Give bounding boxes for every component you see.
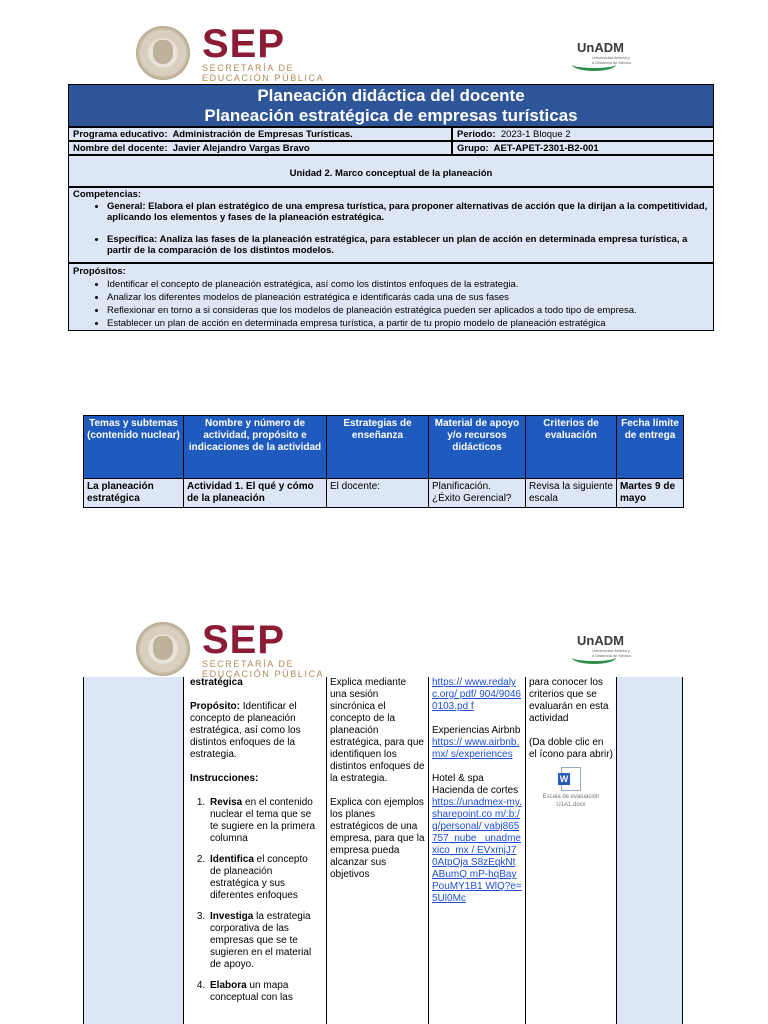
cell-criterios: Revisa la siguiente escala	[526, 479, 617, 508]
docente-label: Nombre del docente:	[73, 143, 168, 154]
table-header-row	[84, 416, 684, 479]
unadm-logo-text: UnADM	[577, 633, 624, 648]
propositos-label: Propósitos:	[73, 266, 126, 277]
proposito-item: • Analizar los diferentes modelos de planeación estratégica e identificarás cada una de sus fases	[107, 291, 709, 304]
activity-heading-cont: estratégica	[190, 677, 243, 688]
criteria-text-1: para conocer los criterios que se evaluarán en esta actividad	[529, 677, 609, 724]
criteria-text-2: (Da doble clic en el ícono para abrir)	[529, 737, 613, 760]
proposito-item: • Reflexionar en torno a si consideras que los modelos de planeación estratégica pueden ser aplicados a todo tipo de empresa.	[107, 304, 709, 317]
unadm-logo-subtitle-2: a Distancia de México	[592, 60, 632, 65]
cell-actividad: Actividad 1. El qué y cómo de la planeación	[184, 479, 327, 508]
instrucciones-label: Instrucciones:	[190, 773, 259, 784]
sep-logo-subtitle-2: EDUCACIÓN PÚBLICA	[202, 669, 325, 679]
unit-title	[68, 155, 714, 187]
grupo-cell	[452, 141, 714, 155]
mexico-coat-of-arms-logo	[136, 26, 190, 80]
col-material	[428, 677, 525, 1024]
activity-table	[83, 415, 684, 508]
sep-logo-text: SEP	[202, 618, 286, 662]
cell-tema: La planeación estratégica	[84, 479, 184, 508]
header-fecha: Fecha límite de entrega	[617, 416, 684, 479]
propositos-box	[68, 263, 714, 331]
competencia-especifica: • Específica: Analiza las fases de la planeación estratégica, para establecer un plan de acción en determinada empresa turística, a partir de la comparación de los distintos modelos.	[107, 234, 709, 257]
header-criterios: Criterios de evaluación	[526, 416, 617, 479]
embedded-file-caption[interactable]: Escala de evaluación U1A1.docx	[542, 794, 600, 808]
programa-value: Administración de Empresas Turísticas.	[172, 129, 353, 140]
resource-label-hotel: Hotel & spa Hacienda de cortes	[432, 773, 519, 796]
activity-proposito: Propósito: Identificar el concepto de planeación estratégica, así como los distintos enfoques de la estrategia.	[190, 701, 301, 760]
instructions-list	[190, 797, 320, 1004]
unadm-logo-subtitle-1: Universidad Abierta y	[592, 648, 630, 653]
unit-title-text: Unidad 2. Marco conceptual de la planeación	[289, 168, 493, 179]
col-actividad	[183, 677, 326, 1024]
grupo-label: Grupo:	[457, 143, 489, 154]
sep-logo-text: SEP	[202, 22, 286, 66]
header-material: Material de apoyo y/o recursos didácticos	[429, 416, 526, 479]
unadm-swoosh-icon	[572, 58, 616, 71]
competencias-box	[68, 187, 714, 263]
col-fecha	[616, 677, 682, 1024]
word-document-icon[interactable]: W	[561, 767, 581, 791]
grupo-value: AET-APET-2301-B2-001	[493, 143, 599, 154]
table-row	[84, 479, 684, 508]
instruction-step: 4. Elabora un mapa conceptual con las	[208, 980, 320, 1004]
col-temas	[83, 677, 183, 1024]
strategy-text-2: Explica con ejemplos los planes estratégicos de una empresa, para que la empresa pueda alcanzar sus objetivos	[330, 797, 425, 880]
instruction-step: 1. Revisa en el contenido nuclear el tema que se te sugiere en la primera columna	[208, 797, 320, 845]
resource-label-airbnb: Experiencias Airbnb	[432, 725, 521, 736]
docente-cell	[68, 141, 452, 155]
continuation-table	[83, 677, 683, 1024]
unadm-swoosh-icon	[572, 651, 616, 664]
cell-fecha: Martes 9 de mayo	[617, 479, 684, 508]
periodo-value: 2023-1 Bloque 2	[500, 129, 571, 140]
title-line-1: Planeación didáctica del docente	[257, 86, 525, 105]
unadm-logo-subtitle-2: a Distancia de México	[592, 653, 632, 658]
resource-link-airbnb[interactable]: https:// www.airbnb.mx/ s/experiences	[432, 737, 520, 760]
competencia-general: • General: Elabora el plan estratégico de una empresa turística, para proponer alternativas de acción que la dirijan a la competitividad, aplicando los elementos y fases de la planeación estratégica.	[107, 201, 709, 224]
title-line-2: Planeación estratégica de empresas turísticas	[204, 106, 578, 125]
instruction-step: 3. Investiga la estrategia corporativa de las empresas que se te sugieren en el material de apoyo.	[208, 911, 320, 971]
unadm-logo-text: UnADM	[577, 40, 624, 55]
cell-estrategia: El docente:	[327, 479, 429, 508]
col-criterios	[525, 677, 616, 1024]
proposito-item: • Establecer un plan de acción en determinada empresa turística, a partir de tu propio modelo de planeación estratégica	[107, 317, 709, 330]
periodo-label: Periodo:	[457, 129, 496, 140]
programa-label: Programa educativo:	[73, 129, 168, 140]
proposito-item: • Identificar el concepto de planeación estratégica, así como los distintos enfoques de la estrategia.	[107, 278, 709, 291]
strategy-text-1: Explica mediante una sesión sincrónica el concepto de la planeación estratégica, para que identifiquen los distintos enfoques de la estrategia.	[330, 677, 425, 784]
mexico-coat-of-arms-logo	[136, 622, 190, 676]
header-actividad: Nombre y número de actividad, propósito e indicaciones de la actividad	[184, 416, 327, 479]
instruction-step: 2. Identifica el concepto de planeación estratégica y sus diferentes enfoques	[208, 854, 320, 902]
header-temas: Temas y subtemas (contenido nuclear)	[84, 416, 184, 479]
periodo-cell	[452, 127, 714, 141]
header-estrategias: Estrategias de enseñanza	[327, 416, 429, 479]
unadm-logo-subtitle-1: Universidad Abierta y	[592, 55, 630, 60]
sep-logo-subtitle-2: EDUCACIÓN PÚBLICA	[202, 73, 325, 83]
sep-logo-subtitle-1: SECRETARÍA DE	[202, 63, 295, 73]
programa-cell	[68, 127, 452, 141]
competencias-label: Competencias:	[73, 189, 142, 200]
sep-logo-subtitle-1: SECRETARÍA DE	[202, 659, 295, 669]
cell-material: Planificación. ¿Éxito Gerencial?	[429, 479, 526, 508]
resource-link-sharepoint[interactable]: https://unadmex-my.sharepoint.co m/:b:/g/personal/ vabj865757_nube _unadmexico_mx / EVxmjJ70AtpOja S8zEqkNtABumQ mP-hqBayPouMY1B1 WlQ?e=5Ul0Mc	[432, 797, 522, 904]
docente-value: Javier Alejandro Vargas Bravo	[172, 143, 310, 154]
resource-link-redalyc[interactable]: https:// www.redalyc.org/ pdf/ 904/90460103.pd f	[432, 677, 521, 712]
col-estrategias	[326, 677, 428, 1024]
document-title	[68, 84, 714, 127]
